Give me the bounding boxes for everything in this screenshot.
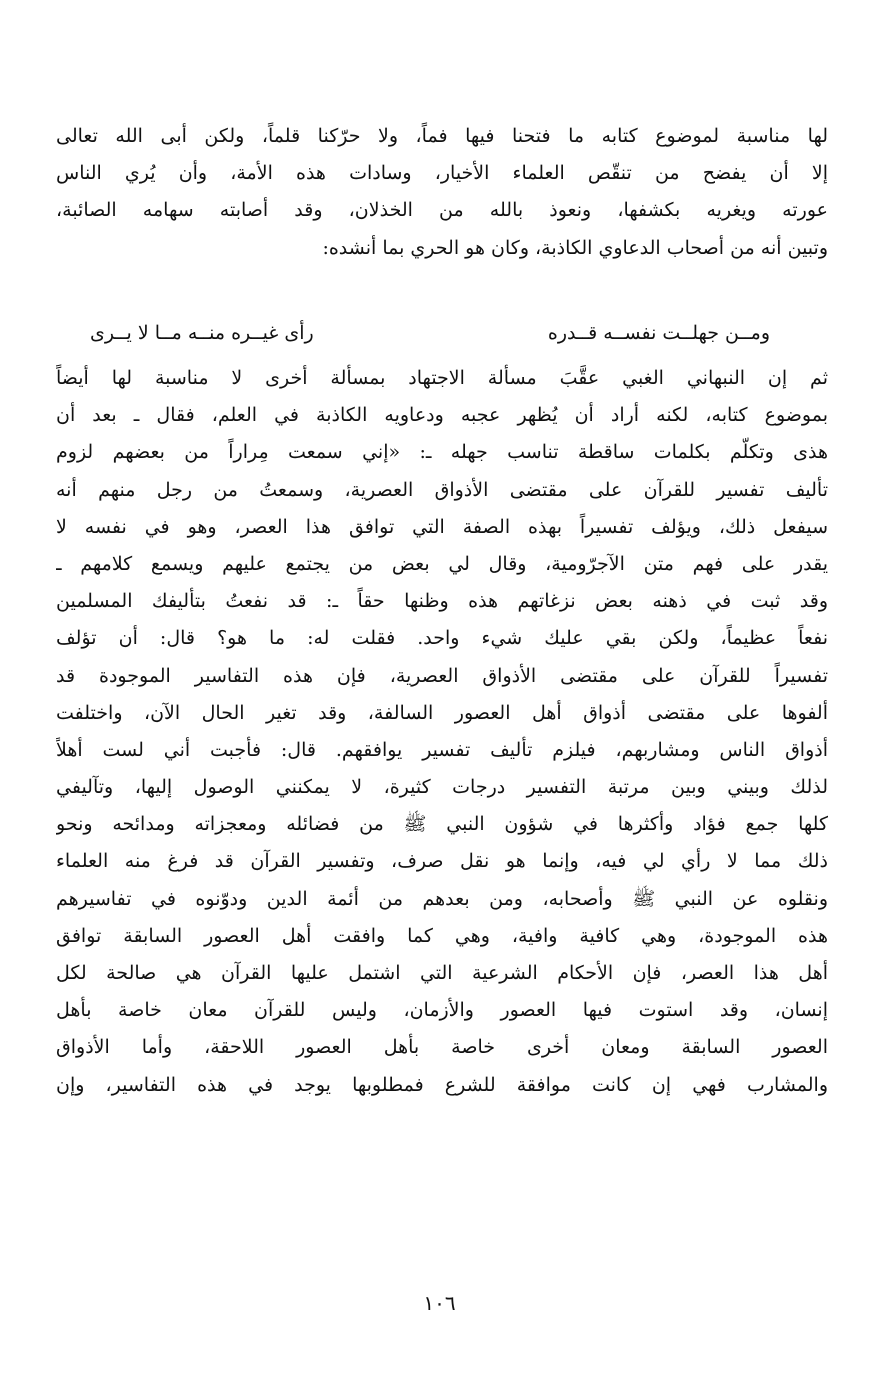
text-line: إلا أن يفضح من تنقّص العلماء الأخيار، وسادات هذه الأمة، وأن يُري الناس xyxy=(56,162,828,185)
text-line: لذلك وبيني وبين مرتبة التفسير درجات كثيرة، لا يمكنني الوصول إليها، وتآليفي xyxy=(56,776,828,799)
text-line: بموضوع كتابه، لكنه أراد أن يُظهر عجبه ودعاويه الكاذبة في العلم، فقال ـ بعد أن xyxy=(56,404,828,427)
text-line: إنسان، وقد استوت فيها العصور والأزمان، وليس للقرآن معان خاصة بأهل xyxy=(56,999,828,1022)
text-line: يقدر على فهم متن الآجرّومية، وقال لي بعض من يجتمع عليهم ويسمع كلامهم ـ xyxy=(56,552,828,575)
text-line: وقد ثبت في ذهنه بعض نزغاتهم هذه وظنها حقاً ـ: قد نفعتُ بتأليفك المسلمين xyxy=(56,590,828,613)
text-line: والمشارب فهي إن كانت موافقة للشرع فمطلوبها يوجد في هذه التفاسير، وإن xyxy=(56,1073,828,1096)
text-line: أهل هذا العصر، فإن الأحكام الشرعية التي اشتمل عليها القرآن هي صالحة لكل xyxy=(56,962,828,984)
poetry-verse xyxy=(90,313,770,353)
text-line: العصور السابقة ومعان أخرى خاصة بأهل العصور اللاحقة، وأما الأذواق xyxy=(56,1036,828,1059)
verse-second-hemistich: رأى غيــره منــه مــا لا يــرى xyxy=(90,322,314,344)
page-number: ١٠٦ xyxy=(423,1291,456,1315)
text-line: أذواق الناس ومشاربهم، فيلزم تأليف تفسير يوافقهم. قال: فأجبت أني لست أهلاً xyxy=(56,738,828,761)
text-line: تفسيراً للقرآن على مقتضى الأذواق العصرية، فإن هذه التفاسير الموجودة قد xyxy=(56,664,828,687)
text-line: لها مناسبة لموضوع كتابه ما فتحنا فيها فماً، ولا حرّكنا قلماً، ولكن أبى الله تعالى xyxy=(56,125,828,147)
intro-paragraph xyxy=(56,118,828,267)
text-line: وتبين أنه من أصحاب الدعاوي الكاذبة، وكان هو الحري بما أنشده: xyxy=(322,236,828,259)
verse-first-hemistich: ومــن جهلــت نفســه قــدره xyxy=(547,322,770,344)
text-line: تأليف تفسير للقرآن على مقتضى الأذواق العصرية، وسمعتُ من رجل منهم أنه xyxy=(56,478,828,501)
text-line: ونقلوه عن النبي ﷺ وأصحابه، ومن بعدهم من أئمة الدين ودوّنوه في تفاسيرهم xyxy=(56,887,828,910)
body-paragraph xyxy=(56,360,828,1104)
text-line: ذلك مما لا رأي لي فيه، وإنما هو نقل صرف، وتفسير القرآن قد فرغ منه العلماء xyxy=(56,850,828,873)
text-line: هذى وتكلّم بكلمات ساقطة تناسب جهله ـ: «إني سمعت مِراراً من بعضهم لزوم xyxy=(56,441,828,464)
text-line: ثم إن النبهاني الغبي عقَّبَ مسألة الاجتهاد بمسألة أخرى لا مناسبة لها أيضاً xyxy=(56,367,828,389)
text-line: كلها جمع فؤاد وأكثرها في شؤون النبي ﷺ من فضائله ومعجزاته ومدائحه ونحو xyxy=(56,813,828,836)
text-line: نفعاً عظيماً، ولكن بقي عليك شيء واحد. فقلت له: ما هو؟ قال: أن تؤلف xyxy=(56,627,828,650)
text-line: سيفعل ذلك، ويؤلف تفسيراً بهذه الصفة التي توافق هذا العصر، وهو في نفسه لا xyxy=(56,515,828,538)
text-line: هذه الموجودة، وهي كافية وافية، وهي كما وافقت أهل العصور السابقة توافق xyxy=(56,924,828,947)
text-line: عورته ويغريه بكشفها، ونعوذ بالله من الخذلان، وقد أصابته سهامه الصائبة، xyxy=(56,199,828,222)
text-line: ألفوها على مقتضى أذواق أهل العصور السالفة، وقد تغير الحال الآن، واختلفت xyxy=(56,701,828,724)
